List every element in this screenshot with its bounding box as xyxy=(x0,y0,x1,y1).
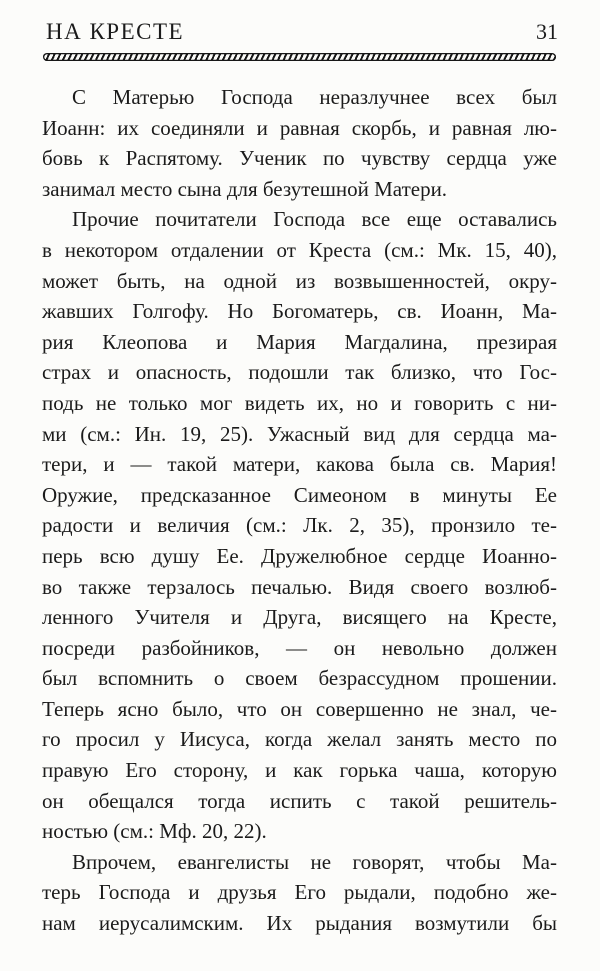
text-line: бовь к Распятому. Ученик по чувству сердца уже xyxy=(42,146,557,171)
text-line: Впрочем, евангелисты не говорят, чтобы Ма- xyxy=(72,849,557,874)
text-line: Оружие, предсказанное Симеоном в минуты Ее xyxy=(42,482,557,507)
page-header xyxy=(46,19,558,45)
text-block xyxy=(42,82,557,939)
text-line: страх и опасность, подошли так близко, что Гос- xyxy=(42,360,557,385)
text-line: посреди разбойников, — он невольно должен xyxy=(42,635,557,660)
text-line: ми (см.: Ин. 19, 25). Ужасный вид для сердца ма- xyxy=(42,421,557,446)
text-line: Прочие почитатели Господа все еще оставались xyxy=(72,207,557,232)
text-line: во также терзалось печалью. Видя своего возлюб- xyxy=(42,574,557,599)
text-line: радости и величия (см.: Лк. 2, 35), пронзило те- xyxy=(42,513,557,538)
text-line: нам иерусалимским. Их рыдания возмутили бы xyxy=(42,911,557,936)
text-line: подь не только мог видеть их, но и говорить с ни- xyxy=(42,390,557,415)
text-line: С Матерью Господа неразлучнее всех был xyxy=(72,85,557,109)
text-line: ностью (см.: Мф. 20, 22). xyxy=(42,819,267,844)
text-line: может быть, на одной из возвышенностей, окру- xyxy=(42,268,557,293)
text-line: был вспомнить о своем безрассудном прошении. xyxy=(42,666,557,691)
text-line: в некотором отдалении от Креста (см.: Мк. 15, 40), xyxy=(42,237,557,262)
running-title: НА КРЕСТЕ xyxy=(46,19,185,44)
text-line: рия Клеопова и Мария Магдалина, презирая xyxy=(42,329,557,354)
text-line: Иоанн: их соединяли и равная скорбь, и равная лю- xyxy=(42,115,557,140)
text-line: ленного Учителя и Друга, висящего на Кресте, xyxy=(42,605,557,630)
text-line: он обещался тогда испить с такой решитель- xyxy=(42,788,557,813)
text-line: терь Господа и друзья Его рыдали, подобно же- xyxy=(42,880,557,905)
text-line: го просил у Иисуса, когда желал занять место по xyxy=(42,727,557,752)
text-line: занимал место сына для безутешной Матери. xyxy=(42,176,448,201)
text-line: Теперь ясно было, что он совершенно не знал, че- xyxy=(42,696,557,721)
text-line: жавших Голгофу. Но Богоматерь, св. Иоанн, Ма- xyxy=(42,299,557,324)
text-line: тери, и — такой матери, какова была св. Мария! xyxy=(42,452,557,477)
rope-divider-icon xyxy=(43,53,556,61)
text-line: перь всю душу Ее. Дружелюбное сердце Иоанно- xyxy=(42,543,557,568)
page-number: 31 xyxy=(536,19,558,44)
text-line: правую Его сторону, и как горька чаша, которую xyxy=(42,758,557,783)
